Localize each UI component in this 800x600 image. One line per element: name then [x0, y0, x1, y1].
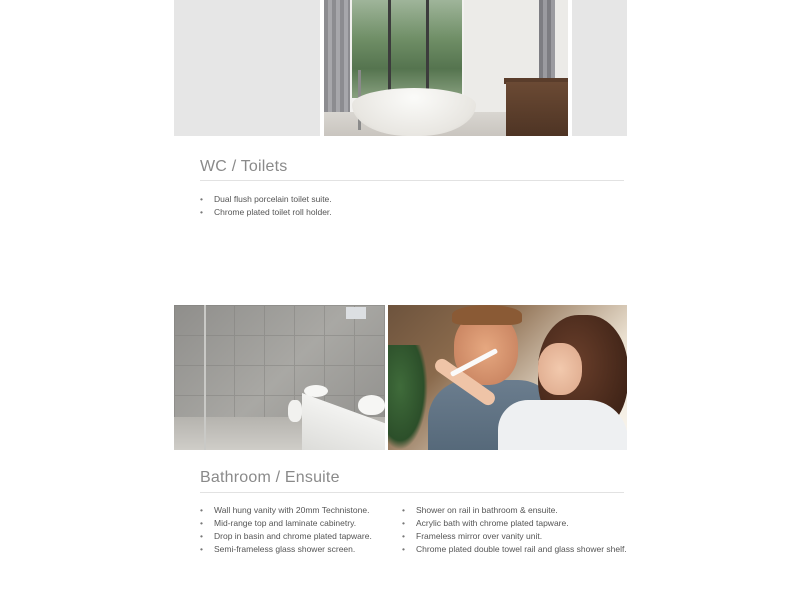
bathroom-feature-list-right: [402, 504, 627, 556]
wc-section-title: WC / Toilets: [200, 158, 288, 175]
wc-feature-list: [200, 193, 332, 219]
list-item: • Frameless mirror over vanity unit.: [402, 530, 627, 543]
list-item: • Wall hung vanity with 20mm Technistone.: [200, 504, 372, 517]
father-daughter-brushing-teeth-photo: [388, 305, 627, 450]
list-item: • Semi-frameless glass shower screen.: [200, 543, 372, 556]
tiled-shower-bathroom-photo: [174, 305, 385, 450]
list-item: • Mid-range top and laminate cabinetry.: [200, 517, 372, 530]
bathroom-feature-list-left: [200, 504, 372, 556]
wc-section-divider: [200, 180, 624, 181]
list-item: • Dual flush porcelain toilet suite.: [200, 193, 332, 206]
freestanding-bath-photo: [324, 0, 568, 136]
grey-panel-left: [174, 0, 320, 136]
list-item: • Chrome plated double towel rail and glass shower shelf.: [402, 543, 627, 556]
bathroom-section-divider: [200, 492, 624, 493]
grey-panel-right: [572, 0, 627, 136]
bathroom-section-title: Bathroom / Ensuite: [200, 469, 340, 486]
list-item: • Shower on rail in bathroom & ensuite.: [402, 504, 627, 517]
list-item: • Chrome plated toilet roll holder.: [200, 206, 332, 219]
list-item: • Acrylic bath with chrome plated tapware.: [402, 517, 627, 530]
list-item: • Drop in basin and chrome plated tapware.: [200, 530, 372, 543]
